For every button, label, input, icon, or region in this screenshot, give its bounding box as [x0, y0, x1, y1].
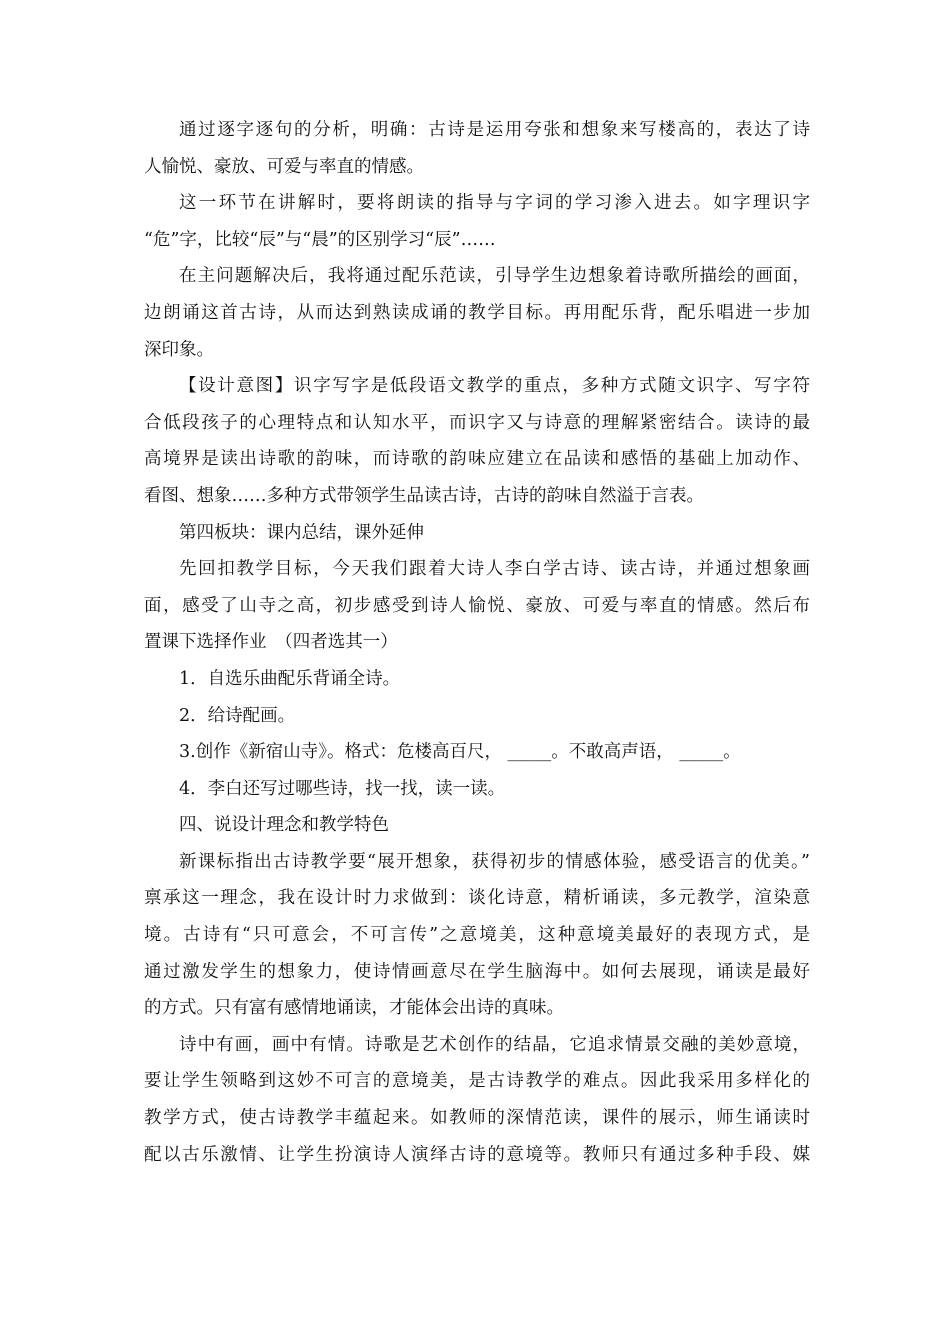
text-line: 这一环节在讲解时，要将朗读的指导与字词的学习渗入进去。如字理识字: [179, 193, 810, 214]
text-line: 高境界是读出诗歌的韵味，而诗歌的韵味应建立在品读和感悟的基础上加动作、: [144, 449, 810, 470]
heading-design-concept: [144, 807, 810, 844]
text-line: 禀承这一理念，我在设计时力求做到：谈化诗意，精析诵读，多元教学，渲染意: [144, 888, 810, 909]
text-line: 3.创作《新宿山寺》。格式：危楼高百尺， _____。不敢高声语， _____。: [179, 742, 741, 763]
text-line: 配以古乐激情、让学生扮演诗人演绎古诗的意境等。教师只有通过多种手段、媒: [144, 1144, 810, 1165]
para-reading-guidance: [144, 185, 810, 258]
text-line: 置课下选择作业 （四者选其一）: [144, 632, 398, 653]
text-line: 人愉悦、豪放、可爱与率直的情感。: [144, 156, 424, 177]
text-line: 的方式。只有富有感情地诵读，才能体会出诗的真味。: [144, 998, 564, 1019]
text-line: 看图、想象……多种方式带领学生品读古诗，古诗的韵味自然溢于言表。: [144, 485, 704, 506]
text-line: 边朗诵这首古诗，从而达到熟读成诵的教学目标。再用配乐背，配乐唱进一步加: [144, 302, 810, 323]
para-poetry-painting: [144, 1027, 810, 1173]
heading-section-four: [144, 515, 810, 552]
list-item-3: [144, 734, 810, 771]
list-item-2: [144, 698, 810, 735]
text-line: 要让学生领略到这妙不可言的意境美，是古诗教学的难点。因此我采用多样化的: [144, 1071, 810, 1092]
text-line: 新课标指出古诗教学要“展开想象，获得初步的情感体验，感受语言的优美。”: [179, 851, 810, 872]
text-line: “危”字，比较“辰”与“晨”的区别学习“辰”……: [144, 229, 496, 250]
para-design-intent: [144, 368, 810, 514]
list-item-1: [144, 661, 810, 698]
para-analysis: [144, 112, 810, 185]
text-line: 2．给诗配画。: [179, 705, 296, 726]
text-line: 通过逐字逐句的分析，明确：古诗是运用夸张和想象来写楼高的，表达了诗: [179, 120, 810, 140]
text-line: 诗中有画，画中有情。诗歌是艺术创作的结晶，它追求情景交融的美妙意境，: [179, 1034, 810, 1055]
document-page: [144, 112, 810, 1173]
text-line: 1．自选乐曲配乐背诵全诗。: [179, 668, 401, 689]
text-line: 在主问题解决后，我将通过配乐范读，引导学生边想象着诗歌所描绘的画面，: [179, 266, 810, 287]
para-curriculum: [144, 844, 810, 1027]
text-line: 四、说设计理念和教学特色: [179, 815, 389, 836]
text-line: 【设计意图】识字写字是低段语文教学的重点，多种方式随文识字、写字符: [179, 376, 810, 397]
text-line: 境。古诗有“只可意会，不可言传”之意境美，这种意境美最好的表现方式，是: [144, 925, 810, 946]
text-line: 面，感受了山寺之高，初步感受到诗人愉悦、豪放、可爱与率直的情感。然后布: [144, 595, 810, 616]
text-line: 先回扣教学目标，今天我们跟着大诗人李白学古诗、读古诗，并通过想象画: [179, 559, 810, 580]
list-item-4: [144, 771, 810, 808]
text-line: 第四板块：课内总结，课外延伸: [179, 522, 424, 543]
text-line: 合低段孩子的心理特点和认知水平，而识字又与诗意的理解紧密结合。读诗的最: [144, 412, 810, 433]
para-music-reading: [144, 258, 810, 368]
text-line: 4．李白还写过哪些诗，找一找，读一读。: [179, 778, 506, 799]
text-line: 教学方式，使古诗教学丰蕴起来。如教师的深情范读，课件的展示，师生诵读时: [144, 1108, 810, 1129]
para-review: [144, 551, 810, 661]
text-line: 通过激发学生的想象力，使诗情画意尽在学生脑海中。如何去展现，诵读是最好: [144, 961, 810, 982]
text-line: 深印象。: [144, 339, 214, 360]
